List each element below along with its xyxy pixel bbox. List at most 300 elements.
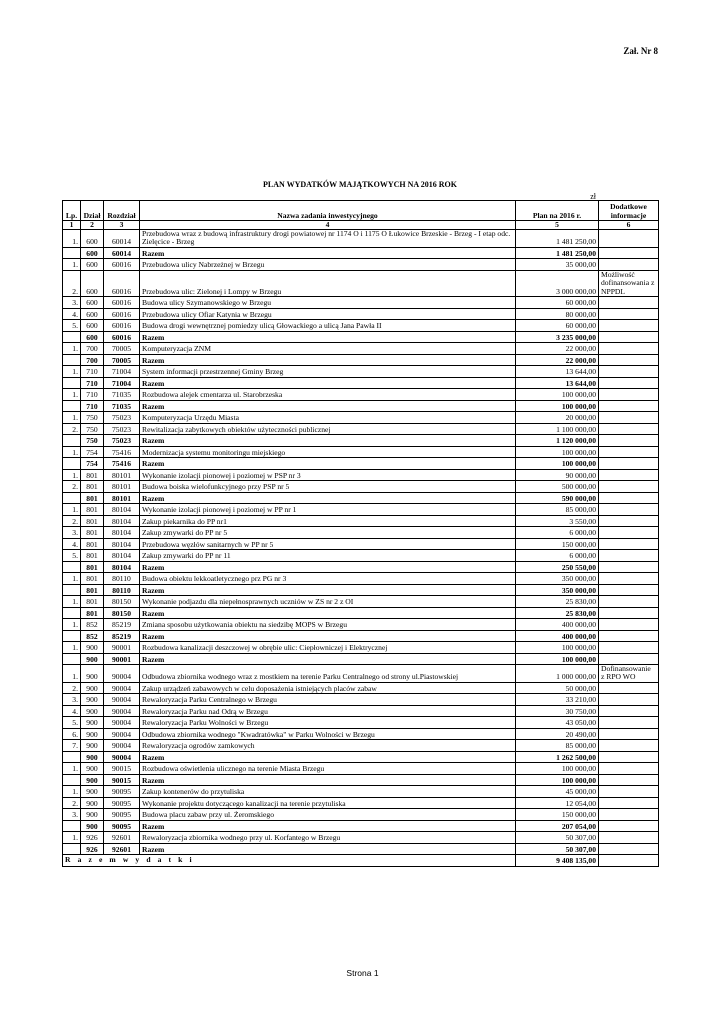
cell-rozdzial: 90095 bbox=[104, 809, 140, 821]
cell-lp: 2. bbox=[63, 423, 81, 435]
cell-rozdzial: 80104 bbox=[104, 527, 140, 539]
cell-rozdzial: 60016 bbox=[104, 308, 140, 320]
cell-plan: 400 000,00 bbox=[516, 619, 599, 631]
cell-lp: 1. bbox=[63, 832, 81, 844]
cell-rozdzial: 70005 bbox=[104, 343, 140, 355]
attachment-label: Zał. Nr 8 bbox=[623, 46, 658, 56]
cell-lp bbox=[63, 435, 81, 447]
cell-rozdzial: 75023 bbox=[104, 435, 140, 447]
cell-extra bbox=[599, 446, 659, 458]
cell-plan: 20 000,00 bbox=[516, 412, 599, 424]
table-row bbox=[63, 717, 659, 729]
total-row bbox=[63, 855, 659, 867]
cell-dzial: 900 bbox=[81, 705, 104, 717]
cell-rozdzial: 90001 bbox=[104, 653, 140, 665]
table-row bbox=[63, 515, 659, 527]
cell-nazwa: Razem bbox=[140, 561, 516, 573]
cell-lp: 1. bbox=[63, 412, 81, 424]
cell-plan: 100 000,00 bbox=[516, 446, 599, 458]
cell-nazwa: Rozbudowa alejek cmentarza ul. Starobrzeska bbox=[140, 389, 516, 401]
cell-lp: 3. bbox=[63, 694, 81, 706]
cell-rozdzial: 60016 bbox=[104, 297, 140, 309]
subtotal-row bbox=[63, 561, 659, 573]
cell-nazwa: Razem bbox=[140, 492, 516, 504]
cell-plan: 12 054,00 bbox=[516, 797, 599, 809]
cell-rozdzial: 71035 bbox=[104, 389, 140, 401]
cell-extra bbox=[599, 797, 659, 809]
subtotal-row bbox=[63, 774, 659, 786]
cell-extra bbox=[599, 247, 659, 259]
cell-rozdzial: 60016 bbox=[104, 320, 140, 332]
cell-extra bbox=[599, 297, 659, 309]
cell-lp bbox=[63, 331, 81, 343]
cell-nazwa: Razem bbox=[140, 607, 516, 619]
subtotal-row bbox=[63, 843, 659, 855]
subtotal-row bbox=[63, 492, 659, 504]
cell-rozdzial: 90015 bbox=[104, 763, 140, 775]
cell-rozdzial: 85219 bbox=[104, 630, 140, 642]
cell-nazwa: Budowa obiektu lekkoatletycznego prz PG nr 3 bbox=[140, 573, 516, 585]
cell-extra bbox=[599, 740, 659, 752]
cell-dzial: 900 bbox=[81, 682, 104, 694]
cell-plan: 1 100 000,00 bbox=[516, 423, 599, 435]
cell-plan: 1 481 250,00 bbox=[516, 230, 599, 248]
cell-lp: 4. bbox=[63, 705, 81, 717]
cell-plan: 13 644,00 bbox=[516, 377, 599, 389]
cell-plan: 1 000 000,00 bbox=[516, 665, 599, 683]
cell-dzial: 900 bbox=[81, 751, 104, 763]
cell-extra bbox=[599, 843, 659, 855]
cell-extra bbox=[599, 481, 659, 493]
cell-nazwa: Przebudowa węzłów sanitarnych w PP nr 5 bbox=[140, 538, 516, 550]
table-row bbox=[63, 527, 659, 539]
cell-lp: 1. bbox=[63, 259, 81, 271]
cell-plan: 33 210,00 bbox=[516, 694, 599, 706]
table-row bbox=[63, 389, 659, 401]
cell-rozdzial: 80104 bbox=[104, 515, 140, 527]
cell-rozdzial: 90004 bbox=[104, 751, 140, 763]
table-row bbox=[63, 504, 659, 516]
document-title: PLAN WYDATKÓW MAJĄTKOWYCH NA 2016 ROK bbox=[262, 180, 457, 189]
cell-lp: 5. bbox=[63, 717, 81, 729]
cell-extra bbox=[599, 774, 659, 786]
cell-nazwa: Komputeryzacja ZNM bbox=[140, 343, 516, 355]
cell-dzial: 600 bbox=[81, 297, 104, 309]
cell-nazwa: Zakup piekarnika do PP nr1 bbox=[140, 515, 516, 527]
cell-extra bbox=[599, 550, 659, 562]
cell-nazwa: Przebudowa wraz z budową infrastruktury drogi powiatowej nr 1174 O i 1175 O Łukowice Brzeskie - Brzeg - I etap odc. Zielęcice - Brzeg bbox=[140, 230, 516, 248]
cell-nazwa: Budowa drogi wewnętrznej pomiedzy ulicą Głowackiego a ulicą Jana Pawła II bbox=[140, 320, 516, 332]
cell-plan: 90 000,00 bbox=[516, 469, 599, 481]
cell-dzial: 600 bbox=[81, 331, 104, 343]
cell-plan: 350 000,00 bbox=[516, 573, 599, 585]
subtotal-row bbox=[63, 653, 659, 665]
cell-lp bbox=[63, 751, 81, 763]
table-row bbox=[63, 728, 659, 740]
cell-plan: 100 000,00 bbox=[516, 763, 599, 775]
cell-dzial: 900 bbox=[81, 774, 104, 786]
cell-nazwa: Razem bbox=[140, 400, 516, 412]
cell-extra bbox=[599, 694, 659, 706]
cell-dzial: 801 bbox=[81, 492, 104, 504]
cell-nazwa: Rewaloryzacja zbiornika wodnego przy ul. Korfantego w Brzegu bbox=[140, 832, 516, 844]
cell-plan: 3 000 000,00 bbox=[516, 270, 599, 296]
cell-plan: 6 000,00 bbox=[516, 550, 599, 562]
cell-rozdzial: 90004 bbox=[104, 717, 140, 729]
cell-lp: 5. bbox=[63, 550, 81, 562]
cell-plan: 100 000,00 bbox=[516, 642, 599, 654]
cell-rozdzial: 90004 bbox=[104, 740, 140, 752]
cell-dzial: 801 bbox=[81, 584, 104, 596]
cell-rozdzial: 75023 bbox=[104, 423, 140, 435]
table-row bbox=[63, 832, 659, 844]
cell-dzial: 801 bbox=[81, 527, 104, 539]
cell-rozdzial: 92601 bbox=[104, 832, 140, 844]
cell-rozdzial: 60014 bbox=[104, 230, 140, 248]
cell-rozdzial: 80104 bbox=[104, 504, 140, 516]
cell-nazwa: Komputeryzacja Urzędu Miasta bbox=[140, 412, 516, 424]
cell-lp: 1. bbox=[63, 446, 81, 458]
cell-lp bbox=[63, 843, 81, 855]
header-dzial: Dział bbox=[81, 201, 104, 221]
cell-nazwa: Przebudowa ulic: Zielonej i Lompy w Brzegu bbox=[140, 270, 516, 296]
table-row bbox=[63, 469, 659, 481]
cell-dzial: 801 bbox=[81, 515, 104, 527]
table-row bbox=[63, 481, 659, 493]
cell-nazwa: Wykonanie podjazdu dla niepełnosprawnych uczniów w ZS nr 2 z OI bbox=[140, 596, 516, 608]
cell-plan: 60 000,00 bbox=[516, 320, 599, 332]
cell-lp bbox=[63, 377, 81, 389]
cell-rozdzial: 80101 bbox=[104, 469, 140, 481]
cell-extra bbox=[599, 435, 659, 447]
cell-rozdzial: 92601 bbox=[104, 843, 140, 855]
cell-lp: 2. bbox=[63, 797, 81, 809]
col-number: 1 bbox=[63, 221, 81, 230]
cell-nazwa: Rewaloryzacja Parku Centralnego w Brzegu bbox=[140, 694, 516, 706]
cell-plan: 50 000,00 bbox=[516, 682, 599, 694]
cell-nazwa: Wykonanie izolacji pionowej i poziomej w PSP nr 3 bbox=[140, 469, 516, 481]
cell-dzial: 801 bbox=[81, 504, 104, 516]
cell-nazwa: Razem bbox=[140, 653, 516, 665]
cell-rozdzial: 85219 bbox=[104, 619, 140, 631]
cell-lp: 1. bbox=[63, 389, 81, 401]
cell-dzial: 852 bbox=[81, 619, 104, 631]
table-row bbox=[63, 446, 659, 458]
cell-lp: 4. bbox=[63, 538, 81, 550]
subtotal-row bbox=[63, 584, 659, 596]
table-row bbox=[63, 230, 659, 248]
cell-extra bbox=[599, 786, 659, 798]
cell-plan: 20 490,00 bbox=[516, 728, 599, 740]
table-row bbox=[63, 786, 659, 798]
cell-nazwa: Zakup urządzeń zabawowych w celu doposażenia istniejących placów zabaw bbox=[140, 682, 516, 694]
cell-dzial: 600 bbox=[81, 230, 104, 248]
cell-nazwa: Zmiana sposobu użytkowania obiektu na siedzibę MOPS w Brzegu bbox=[140, 619, 516, 631]
cell-dzial: 900 bbox=[81, 809, 104, 821]
cell-lp bbox=[63, 607, 81, 619]
cell-extra bbox=[599, 561, 659, 573]
cell-lp: 1. bbox=[63, 786, 81, 798]
cell-dzial: 801 bbox=[81, 561, 104, 573]
cell-lp bbox=[63, 584, 81, 596]
cell-rozdzial: 90004 bbox=[104, 694, 140, 706]
subtotal-row bbox=[63, 331, 659, 343]
cell-plan: 250 550,00 bbox=[516, 561, 599, 573]
header-rozdzial: Rozdział bbox=[104, 201, 140, 221]
table-row bbox=[63, 308, 659, 320]
table-row bbox=[63, 270, 659, 296]
cell-lp bbox=[63, 492, 81, 504]
expenditure-table bbox=[62, 200, 659, 867]
cell-extra bbox=[599, 573, 659, 585]
subtotal-row bbox=[63, 458, 659, 470]
cell-lp: 7. bbox=[63, 740, 81, 752]
cell-plan: 400 000,00 bbox=[516, 630, 599, 642]
column-number-row bbox=[63, 221, 659, 230]
cell-extra bbox=[599, 630, 659, 642]
cell-extra bbox=[599, 596, 659, 608]
cell-plan: 590 000,00 bbox=[516, 492, 599, 504]
cell-rozdzial: 90004 bbox=[104, 728, 140, 740]
cell-plan: 100 000,00 bbox=[516, 774, 599, 786]
total-value: 9 408 135,00 bbox=[516, 855, 599, 867]
cell-extra bbox=[599, 308, 659, 320]
cell-extra bbox=[599, 259, 659, 271]
table-row bbox=[63, 297, 659, 309]
cell-dzial: 750 bbox=[81, 423, 104, 435]
cell-rozdzial: 80104 bbox=[104, 550, 140, 562]
cell-lp: 1. bbox=[63, 343, 81, 355]
cell-extra bbox=[599, 705, 659, 717]
cell-extra bbox=[599, 653, 659, 665]
cell-dzial: 754 bbox=[81, 446, 104, 458]
cell-extra bbox=[599, 763, 659, 775]
cell-dzial: 900 bbox=[81, 653, 104, 665]
table-row bbox=[63, 740, 659, 752]
cell-plan: 22 000,00 bbox=[516, 343, 599, 355]
cell-nazwa: Razem bbox=[140, 630, 516, 642]
cell-lp: 6. bbox=[63, 728, 81, 740]
table-body bbox=[63, 230, 659, 855]
cell-dzial: 710 bbox=[81, 400, 104, 412]
cell-lp bbox=[63, 354, 81, 366]
col-number: 5 bbox=[516, 221, 599, 230]
total-label: R a z e m w y d a t k i bbox=[63, 855, 516, 867]
cell-extra bbox=[599, 354, 659, 366]
cell-extra bbox=[599, 320, 659, 332]
cell-dzial: 900 bbox=[81, 786, 104, 798]
cell-lp: 4. bbox=[63, 308, 81, 320]
cell-dzial: 900 bbox=[81, 694, 104, 706]
cell-dzial: 600 bbox=[81, 270, 104, 296]
cell-nazwa: Zakup zmywarki do PP nr 11 bbox=[140, 550, 516, 562]
subtotal-row bbox=[63, 435, 659, 447]
table-row bbox=[63, 343, 659, 355]
cell-extra bbox=[599, 389, 659, 401]
cell-rozdzial: 80101 bbox=[104, 481, 140, 493]
cell-extra bbox=[599, 619, 659, 631]
table-row bbox=[63, 763, 659, 775]
cell-dzial: 750 bbox=[81, 412, 104, 424]
cell-lp: 1. bbox=[63, 619, 81, 631]
cell-dzial: 600 bbox=[81, 259, 104, 271]
cell-extra bbox=[599, 607, 659, 619]
cell-lp: 2. bbox=[63, 481, 81, 493]
cell-dzial: 900 bbox=[81, 665, 104, 683]
cell-rozdzial: 60016 bbox=[104, 259, 140, 271]
cell-rozdzial: 75416 bbox=[104, 458, 140, 470]
col-number: 3 bbox=[104, 221, 140, 230]
table-row bbox=[63, 538, 659, 550]
subtotal-row bbox=[63, 820, 659, 832]
cell-rozdzial: 60016 bbox=[104, 331, 140, 343]
cell-nazwa: Razem bbox=[140, 458, 516, 470]
col-number: 4 bbox=[140, 221, 516, 230]
cell-nazwa: Wykonanie izolacji pionowej i poziomej w PP nr 1 bbox=[140, 504, 516, 516]
cell-rozdzial: 71004 bbox=[104, 366, 140, 378]
cell-lp: 1. bbox=[63, 596, 81, 608]
table-row bbox=[63, 809, 659, 821]
cell-dzial: 801 bbox=[81, 573, 104, 585]
cell-plan: 45 000,00 bbox=[516, 786, 599, 798]
cell-rozdzial: 90001 bbox=[104, 642, 140, 654]
cell-nazwa: Razem bbox=[140, 331, 516, 343]
cell-plan: 50 307,00 bbox=[516, 832, 599, 844]
table-row bbox=[63, 259, 659, 271]
cell-extra bbox=[599, 412, 659, 424]
cell-rozdzial: 90095 bbox=[104, 786, 140, 798]
cell-nazwa: Zakup zmywarki do PP nr 5 bbox=[140, 527, 516, 539]
cell-dzial: 710 bbox=[81, 377, 104, 389]
cell-nazwa: Budowa boiska wielofunkcyjnego przy PSP nr 5 bbox=[140, 481, 516, 493]
total-extra bbox=[599, 855, 659, 867]
cell-plan: 25 830,00 bbox=[516, 607, 599, 619]
cell-nazwa: Rewaloryzacja Parku Wolności w Brzegu bbox=[140, 717, 516, 729]
cell-plan: 3 235 000,00 bbox=[516, 331, 599, 343]
cell-extra bbox=[599, 642, 659, 654]
col-number: 6 bbox=[599, 221, 659, 230]
currency-unit: zł bbox=[590, 192, 596, 201]
cell-plan: 30 750,00 bbox=[516, 705, 599, 717]
cell-nazwa: Razem bbox=[140, 774, 516, 786]
cell-plan: 50 307,00 bbox=[516, 843, 599, 855]
header-row bbox=[63, 201, 659, 221]
cell-dzial: 700 bbox=[81, 343, 104, 355]
table-row bbox=[63, 423, 659, 435]
cell-plan: 150 000,00 bbox=[516, 538, 599, 550]
cell-nazwa: Budowa placu zabaw przy ul. Żeromskiego bbox=[140, 809, 516, 821]
cell-extra bbox=[599, 343, 659, 355]
table-row bbox=[63, 694, 659, 706]
cell-plan: 100 000,00 bbox=[516, 458, 599, 470]
cell-rozdzial: 80104 bbox=[104, 538, 140, 550]
cell-lp: 2. bbox=[63, 270, 81, 296]
header-lp: Lp. bbox=[63, 201, 81, 221]
cell-plan: 6 000,00 bbox=[516, 527, 599, 539]
cell-plan: 80 000,00 bbox=[516, 308, 599, 320]
cell-nazwa: Odbudowa zbiornika wodnego wraz z mostkiem na terenie Parku Centralnego od strony ul.Piastowskiej bbox=[140, 665, 516, 683]
cell-nazwa: Rewaloryzacja Parku nad Odrą w Brzegu bbox=[140, 705, 516, 717]
cell-extra bbox=[599, 366, 659, 378]
cell-extra: Dofinansowanie z RPO WO bbox=[599, 665, 659, 683]
cell-rozdzial: 60014 bbox=[104, 247, 140, 259]
cell-plan: 100 000,00 bbox=[516, 653, 599, 665]
table-row bbox=[63, 682, 659, 694]
cell-dzial: 700 bbox=[81, 354, 104, 366]
cell-dzial: 900 bbox=[81, 717, 104, 729]
cell-lp bbox=[63, 820, 81, 832]
cell-extra bbox=[599, 331, 659, 343]
cell-lp: 1. bbox=[63, 230, 81, 248]
cell-rozdzial: 90004 bbox=[104, 705, 140, 717]
cell-nazwa: Rozbudowa oświetlenia ulicznego na terenie Miasta Brzegu bbox=[140, 763, 516, 775]
cell-extra bbox=[599, 492, 659, 504]
cell-nazwa: Razem bbox=[140, 377, 516, 389]
cell-dzial: 710 bbox=[81, 389, 104, 401]
header-nazwa: Nazwa zadania inwestycyjnego bbox=[140, 201, 516, 221]
cell-plan: 35 000,00 bbox=[516, 259, 599, 271]
table-row bbox=[63, 642, 659, 654]
cell-rozdzial: 80101 bbox=[104, 492, 140, 504]
cell-nazwa: Rozbudowa kanalizacji deszczowej w obrębie ulic: Ciepłowniczej i Elektrycznej bbox=[140, 642, 516, 654]
cell-extra bbox=[599, 809, 659, 821]
cell-lp: 1. bbox=[63, 763, 81, 775]
cell-nazwa: Razem bbox=[140, 584, 516, 596]
cell-rozdzial: 90015 bbox=[104, 774, 140, 786]
cell-nazwa: Modernizacja systemu monitoringu miejskiego bbox=[140, 446, 516, 458]
cell-rozdzial: 71004 bbox=[104, 377, 140, 389]
cell-extra bbox=[599, 515, 659, 527]
cell-dzial: 750 bbox=[81, 435, 104, 447]
cell-nazwa: Razem bbox=[140, 354, 516, 366]
cell-dzial: 710 bbox=[81, 366, 104, 378]
cell-extra bbox=[599, 820, 659, 832]
cell-plan: 1 262 500,00 bbox=[516, 751, 599, 763]
cell-dzial: 926 bbox=[81, 843, 104, 855]
cell-rozdzial: 80150 bbox=[104, 607, 140, 619]
subtotal-row bbox=[63, 630, 659, 642]
table-row bbox=[63, 797, 659, 809]
cell-lp bbox=[63, 561, 81, 573]
cell-nazwa: Razem bbox=[140, 435, 516, 447]
cell-extra bbox=[599, 538, 659, 550]
cell-extra bbox=[599, 377, 659, 389]
table-row bbox=[63, 366, 659, 378]
cell-rozdzial: 80104 bbox=[104, 561, 140, 573]
cell-rozdzial: 80150 bbox=[104, 596, 140, 608]
cell-extra bbox=[599, 230, 659, 248]
cell-extra bbox=[599, 527, 659, 539]
cell-lp bbox=[63, 400, 81, 412]
table-row bbox=[63, 550, 659, 562]
cell-extra bbox=[599, 717, 659, 729]
cell-plan: 1 120 000,00 bbox=[516, 435, 599, 447]
cell-dzial: 754 bbox=[81, 458, 104, 470]
col-number: 2 bbox=[81, 221, 104, 230]
cell-extra bbox=[599, 682, 659, 694]
cell-dzial: 801 bbox=[81, 538, 104, 550]
cell-nazwa: Razem bbox=[140, 843, 516, 855]
cell-lp: 5. bbox=[63, 320, 81, 332]
cell-lp: 1. bbox=[63, 504, 81, 516]
cell-plan: 60 000,00 bbox=[516, 297, 599, 309]
cell-dzial: 801 bbox=[81, 596, 104, 608]
header-extra: Dodatkowe informacje bbox=[599, 201, 659, 221]
cell-rozdzial: 71035 bbox=[104, 400, 140, 412]
cell-lp: 3. bbox=[63, 527, 81, 539]
cell-rozdzial: 90004 bbox=[104, 665, 140, 683]
cell-lp: 1. bbox=[63, 573, 81, 585]
